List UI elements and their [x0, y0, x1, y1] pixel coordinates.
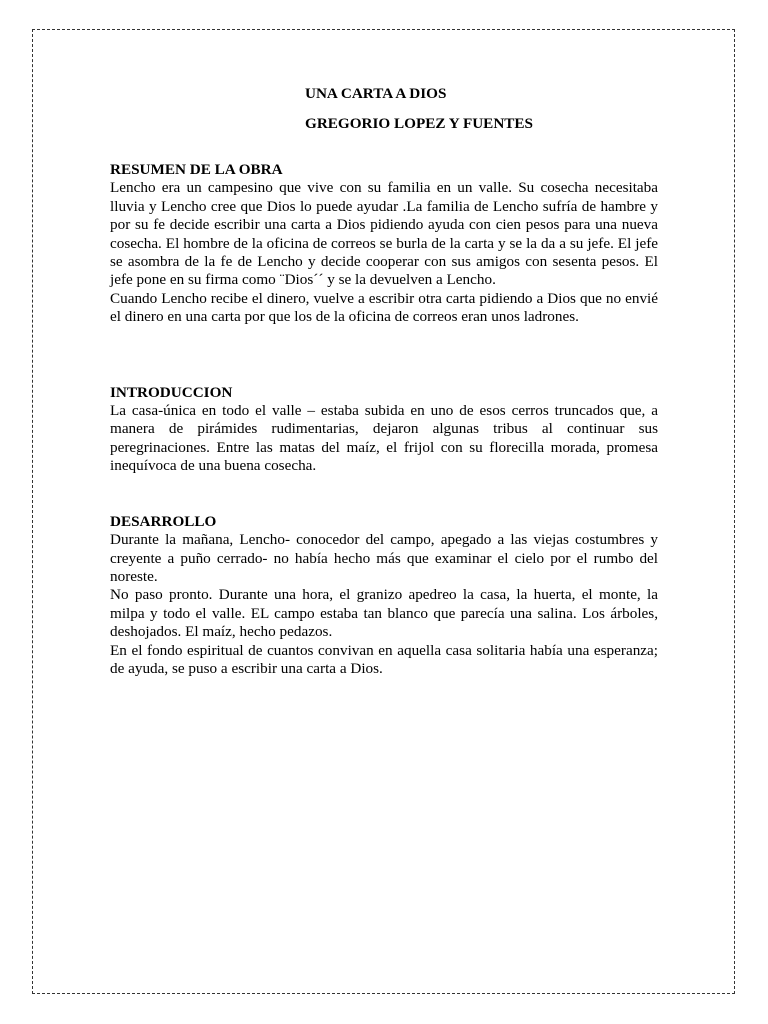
paragraph: Cuando Lencho recibe el dinero, vuelve a escribir otra carta pidiendo a Dios que no envié el dinero en una carta por que los de la oficina de correos eran unos ladrones. — [110, 289, 658, 326]
section-heading: RESUMEN DE LA OBRA — [110, 161, 283, 178]
paragraph: En el fondo espiritual de cuantos convivan en aquella casa solitaria había una esperanza; de ayuda, se puso a escribir una carta a Dios. — [110, 641, 658, 677]
paragraph: No paso pronto. Durante una hora, el granizo apedreo la casa, la huerta, el monte, la milpa y todo el valle. EL campo estaba tan blanco que parecía una salina. Los árboles, deshojados. El maíz, hecho pedazos. — [110, 586, 658, 641]
section-heading: DESARROLLO — [110, 512, 217, 530]
section-introduccion — [110, 384, 658, 476]
document-body — [110, 84, 658, 678]
paragraph: La casa-única en todo el valle – estaba subida en uno de esos cerros truncados que, a manera de pirámides rudimentarias, dejaron algunas tribus al continuar sus peregrinaciones. Entre las matas del maíz, el frijol con su florecilla morada, promesa inequívoca de una buena cosecha. — [110, 402, 658, 475]
paragraph: Durante la mañana, Lencho- conocedor del campo, apegado a las viejas costumbres y creyente a puño cerrado- no había hecho más que examinar el cielo por el rumbo del noreste. — [110, 531, 658, 585]
paragraph: Lencho era un campesino que vive con su familia en un valle. Su cosecha necesitaba lluvia y Lencho cree que Dios lo puede ayudar .La familia de Lencho sufría de hambre y por su fe decide escribir una carta a Dios pidiendo ayuda con cien pesos para una nueva cosecha. El hombre de la oficina de correos se burla de la carta y se la da a su jefe. El jefe se asombra de la fe de Lencho y decide cooperar con sus amigos con sesenta pesos. El jefe pone en su firma como ¨Dios´´ y se la devuelven a Lencho. — [110, 179, 658, 289]
section-desarrollo — [110, 513, 658, 679]
section-resumen — [110, 161, 658, 327]
section-heading: INTRODUCCION — [110, 383, 233, 401]
document-title: UNA CARTA A DIOS — [305, 85, 447, 102]
document-author: GREGORIO LOPEZ Y FUENTES — [305, 115, 533, 132]
